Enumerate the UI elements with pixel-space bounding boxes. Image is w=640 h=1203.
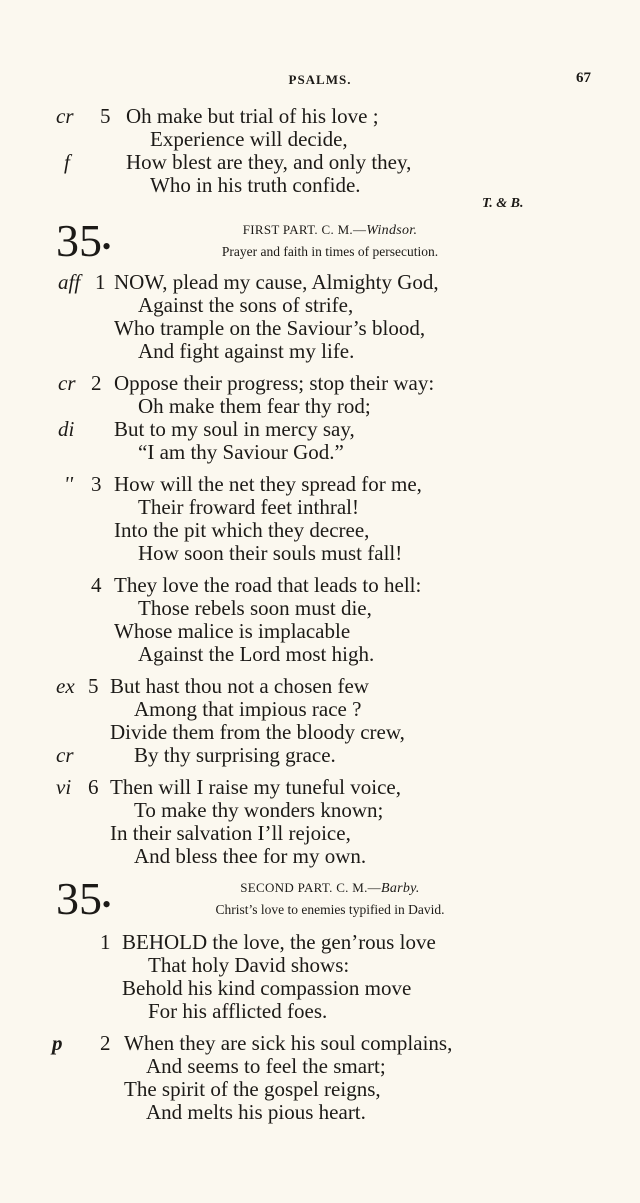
part-heading-text: SECOND PART. C. M.— xyxy=(240,880,381,895)
verse-line: Experience will decide, xyxy=(150,127,348,151)
verse-line: Behold his kind compassion move xyxy=(122,976,412,1000)
dynamic-mark: f xyxy=(64,150,70,174)
verse-line: And bless thee for my own. xyxy=(134,844,367,868)
verse-line: Against the Lord most high. xyxy=(138,642,375,666)
verse-line: Oh make but trial of his love ; xyxy=(126,104,379,128)
dynamic-mark: aff xyxy=(58,270,81,294)
part-heading xyxy=(140,880,520,897)
verse-number: 2 xyxy=(100,1031,111,1055)
verse-line: But to my soul in mercy say, xyxy=(114,417,355,441)
psalm-number: 35 xyxy=(56,873,102,924)
verse-number: 3 xyxy=(91,472,102,496)
psalm-number-dot: • xyxy=(102,890,112,919)
verse-line: The spirit of the gospel reigns, xyxy=(124,1077,381,1101)
verse-line: By thy surprising grace. xyxy=(134,743,336,767)
verse-line: And seems to feel the smart; xyxy=(146,1054,386,1078)
psalm-number: 35 xyxy=(56,215,102,266)
verse-number: 1 xyxy=(95,270,106,294)
verse-number: 2 xyxy=(91,371,102,395)
verse-line: For his afflicted foes. xyxy=(148,999,328,1023)
part-heading xyxy=(140,222,520,239)
verse-line: Who trample on the Saviour’s blood, xyxy=(114,316,426,340)
verse-line: When they are sick his soul complains, xyxy=(124,1031,453,1055)
tune-name: Windsor. xyxy=(366,223,418,238)
verse-line: How blest are they, and only they, xyxy=(126,150,412,174)
verse-line: Into the pit which they decree, xyxy=(114,518,370,542)
tune-name: Barby. xyxy=(380,881,420,896)
verse-line: To make thy wonders known; xyxy=(134,798,384,822)
dynamic-mark: '' xyxy=(64,472,73,496)
dynamic-mark: vi xyxy=(56,775,72,799)
verse-line: In their salvation I’ll rejoice, xyxy=(110,821,351,845)
verse-line: And melts his pious heart. xyxy=(146,1100,366,1124)
verse-line: Then will I raise my tuneful voice, xyxy=(110,775,401,799)
dynamic-mark: cr xyxy=(56,104,74,128)
verse-line: BEHOLD the love, the gen’rous love xyxy=(122,930,436,954)
verse-line: That holy David shows: xyxy=(148,953,350,977)
verse-number: 5 xyxy=(100,104,111,128)
verse-line: And fight against my life. xyxy=(138,339,355,363)
verse-line: NOW, plead my cause, Almighty God, xyxy=(114,270,439,294)
verse-line: Divide them from the bloody crew, xyxy=(110,720,405,744)
running-header: PSALMS. xyxy=(288,72,352,87)
verse-line: Who in his truth confide. xyxy=(150,173,361,197)
verse-line: How will the net they spread for me, xyxy=(114,472,422,496)
attribution: T. & B. xyxy=(482,196,524,211)
verse-line: Oh make them fear thy rod; xyxy=(138,394,371,418)
dynamic-mark: cr xyxy=(56,743,74,767)
dynamic-mark: di xyxy=(58,417,75,441)
verse-line: Those rebels soon must die, xyxy=(138,596,372,620)
verse-line: “I am thy Saviour God.” xyxy=(138,440,344,464)
verse-number: 1 xyxy=(100,930,111,954)
verse-line: Oppose their progress; stop their way: xyxy=(114,371,435,395)
verse-number: 4 xyxy=(91,573,102,597)
page-number: 67 xyxy=(576,70,591,86)
verse-number: 6 xyxy=(88,775,99,799)
verse-line: Among that impious race ? xyxy=(134,697,362,721)
verse-line: Whose malice is implacable xyxy=(114,619,351,643)
part-subtitle: Christ’s love to enemies typified in David. xyxy=(215,902,445,917)
dynamic-mark: cr xyxy=(58,371,76,395)
verse-line: Their froward feet inthral! xyxy=(138,495,359,519)
verse-line: They love the road that leads to hell: xyxy=(114,573,422,597)
verse-line: Against the sons of strife, xyxy=(138,293,354,317)
verse-line: But hast thou not a chosen few xyxy=(110,674,369,698)
part-subtitle: Prayer and faith in times of persecution. xyxy=(221,244,439,259)
psalm-number-dot: • xyxy=(102,232,112,261)
dynamic-mark: ex xyxy=(56,674,75,698)
verse-line: How soon their souls must fall! xyxy=(138,541,403,565)
dynamic-mark: p xyxy=(52,1031,63,1055)
part-heading-text: FIRST PART. C. M.— xyxy=(242,222,367,237)
verse-number: 5 xyxy=(88,674,99,698)
